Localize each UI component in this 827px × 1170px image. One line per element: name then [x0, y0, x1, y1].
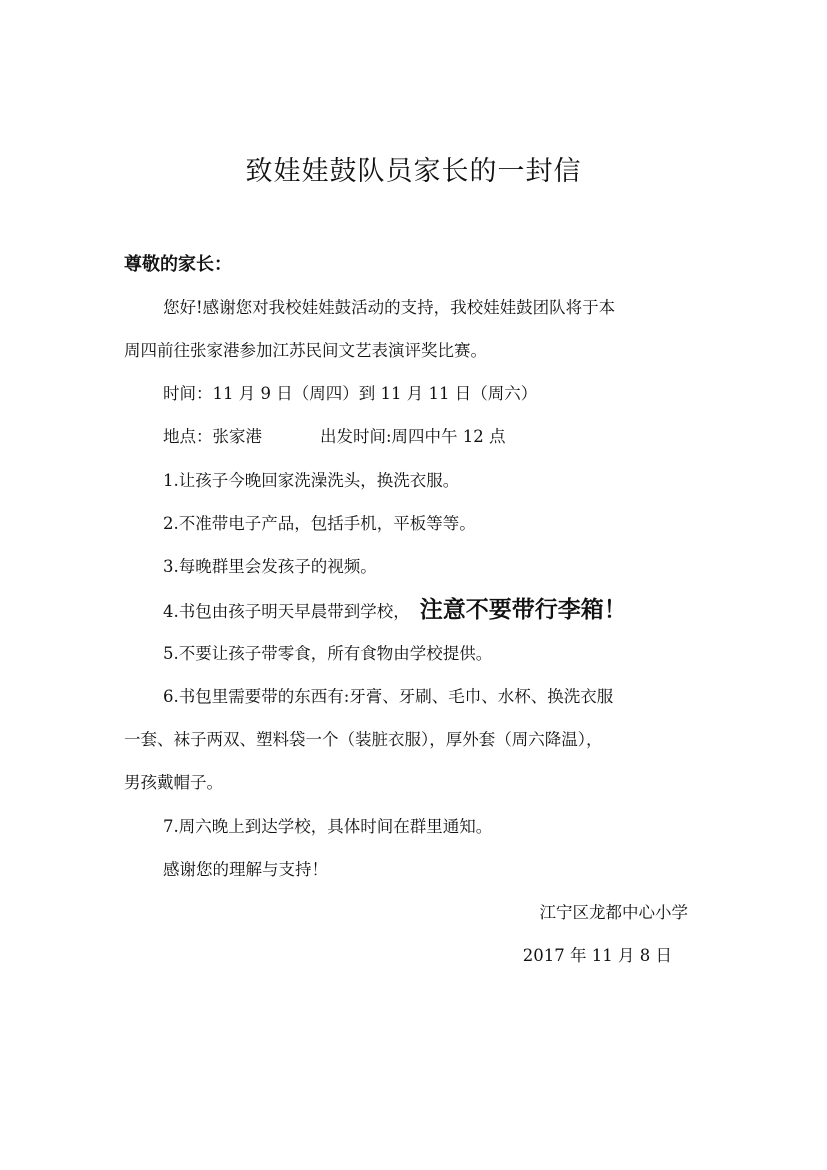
item-4-emphasis: 注意不要带行李箱！ [419, 596, 627, 623]
item-6-line-3: 男孩戴帽子。 [124, 773, 223, 792]
item-6-line-1: 6.书包里需要带的东西有:牙膏、牙刷、毛巾、水杯、换洗衣服 [163, 687, 614, 706]
letter-date: 2017 年 11 月 8 日 [522, 946, 672, 965]
item-7: 7.周六晚上到达学校，具体时间在群里通知。 [163, 817, 493, 836]
item-6-line-2: 一套、袜子两双、塑料袋一个（装脏衣服），厚外套（周六降温）， [124, 730, 603, 749]
departure-text: 出发时间:周四中午 12 点 [320, 427, 506, 446]
place-line [163, 424, 506, 450]
item-4 [163, 597, 627, 625]
closing-line: 感谢您的理解与支持！ [163, 860, 328, 879]
salutation: 尊敬的家长： [124, 254, 232, 275]
item-4-text: 4.书包由孩子明天早晨带到学校， [163, 602, 410, 621]
item-5: 5.不要让孩子带零食，所有食物由学校提供。 [163, 644, 493, 663]
time-line: 时间：11 月 9 日（周四）到 11 月 11 日（周六） [163, 384, 538, 403]
signature: 江宁区龙都中心小学 [539, 903, 688, 922]
intro-line-2: 周四前往张家港参加江苏民间文艺表演评奖比赛。 [124, 341, 487, 360]
intro-line-1: 您好!感谢您对我校娃娃鼓活动的支持，我校娃娃鼓团队将于本 [163, 298, 616, 317]
item-1: 1.让孩子今晚回家洗澡洗头，换洗衣服。 [163, 471, 460, 490]
item-3: 3.每晚群里会发孩子的视频。 [163, 557, 377, 576]
place-text: 地点：张家港 [163, 427, 262, 446]
item-2: 2.不准带电子产品，包括手机，平板等等。 [163, 514, 476, 533]
letter-title: 致娃娃鼓队员家长的一封信 [245, 156, 582, 187]
